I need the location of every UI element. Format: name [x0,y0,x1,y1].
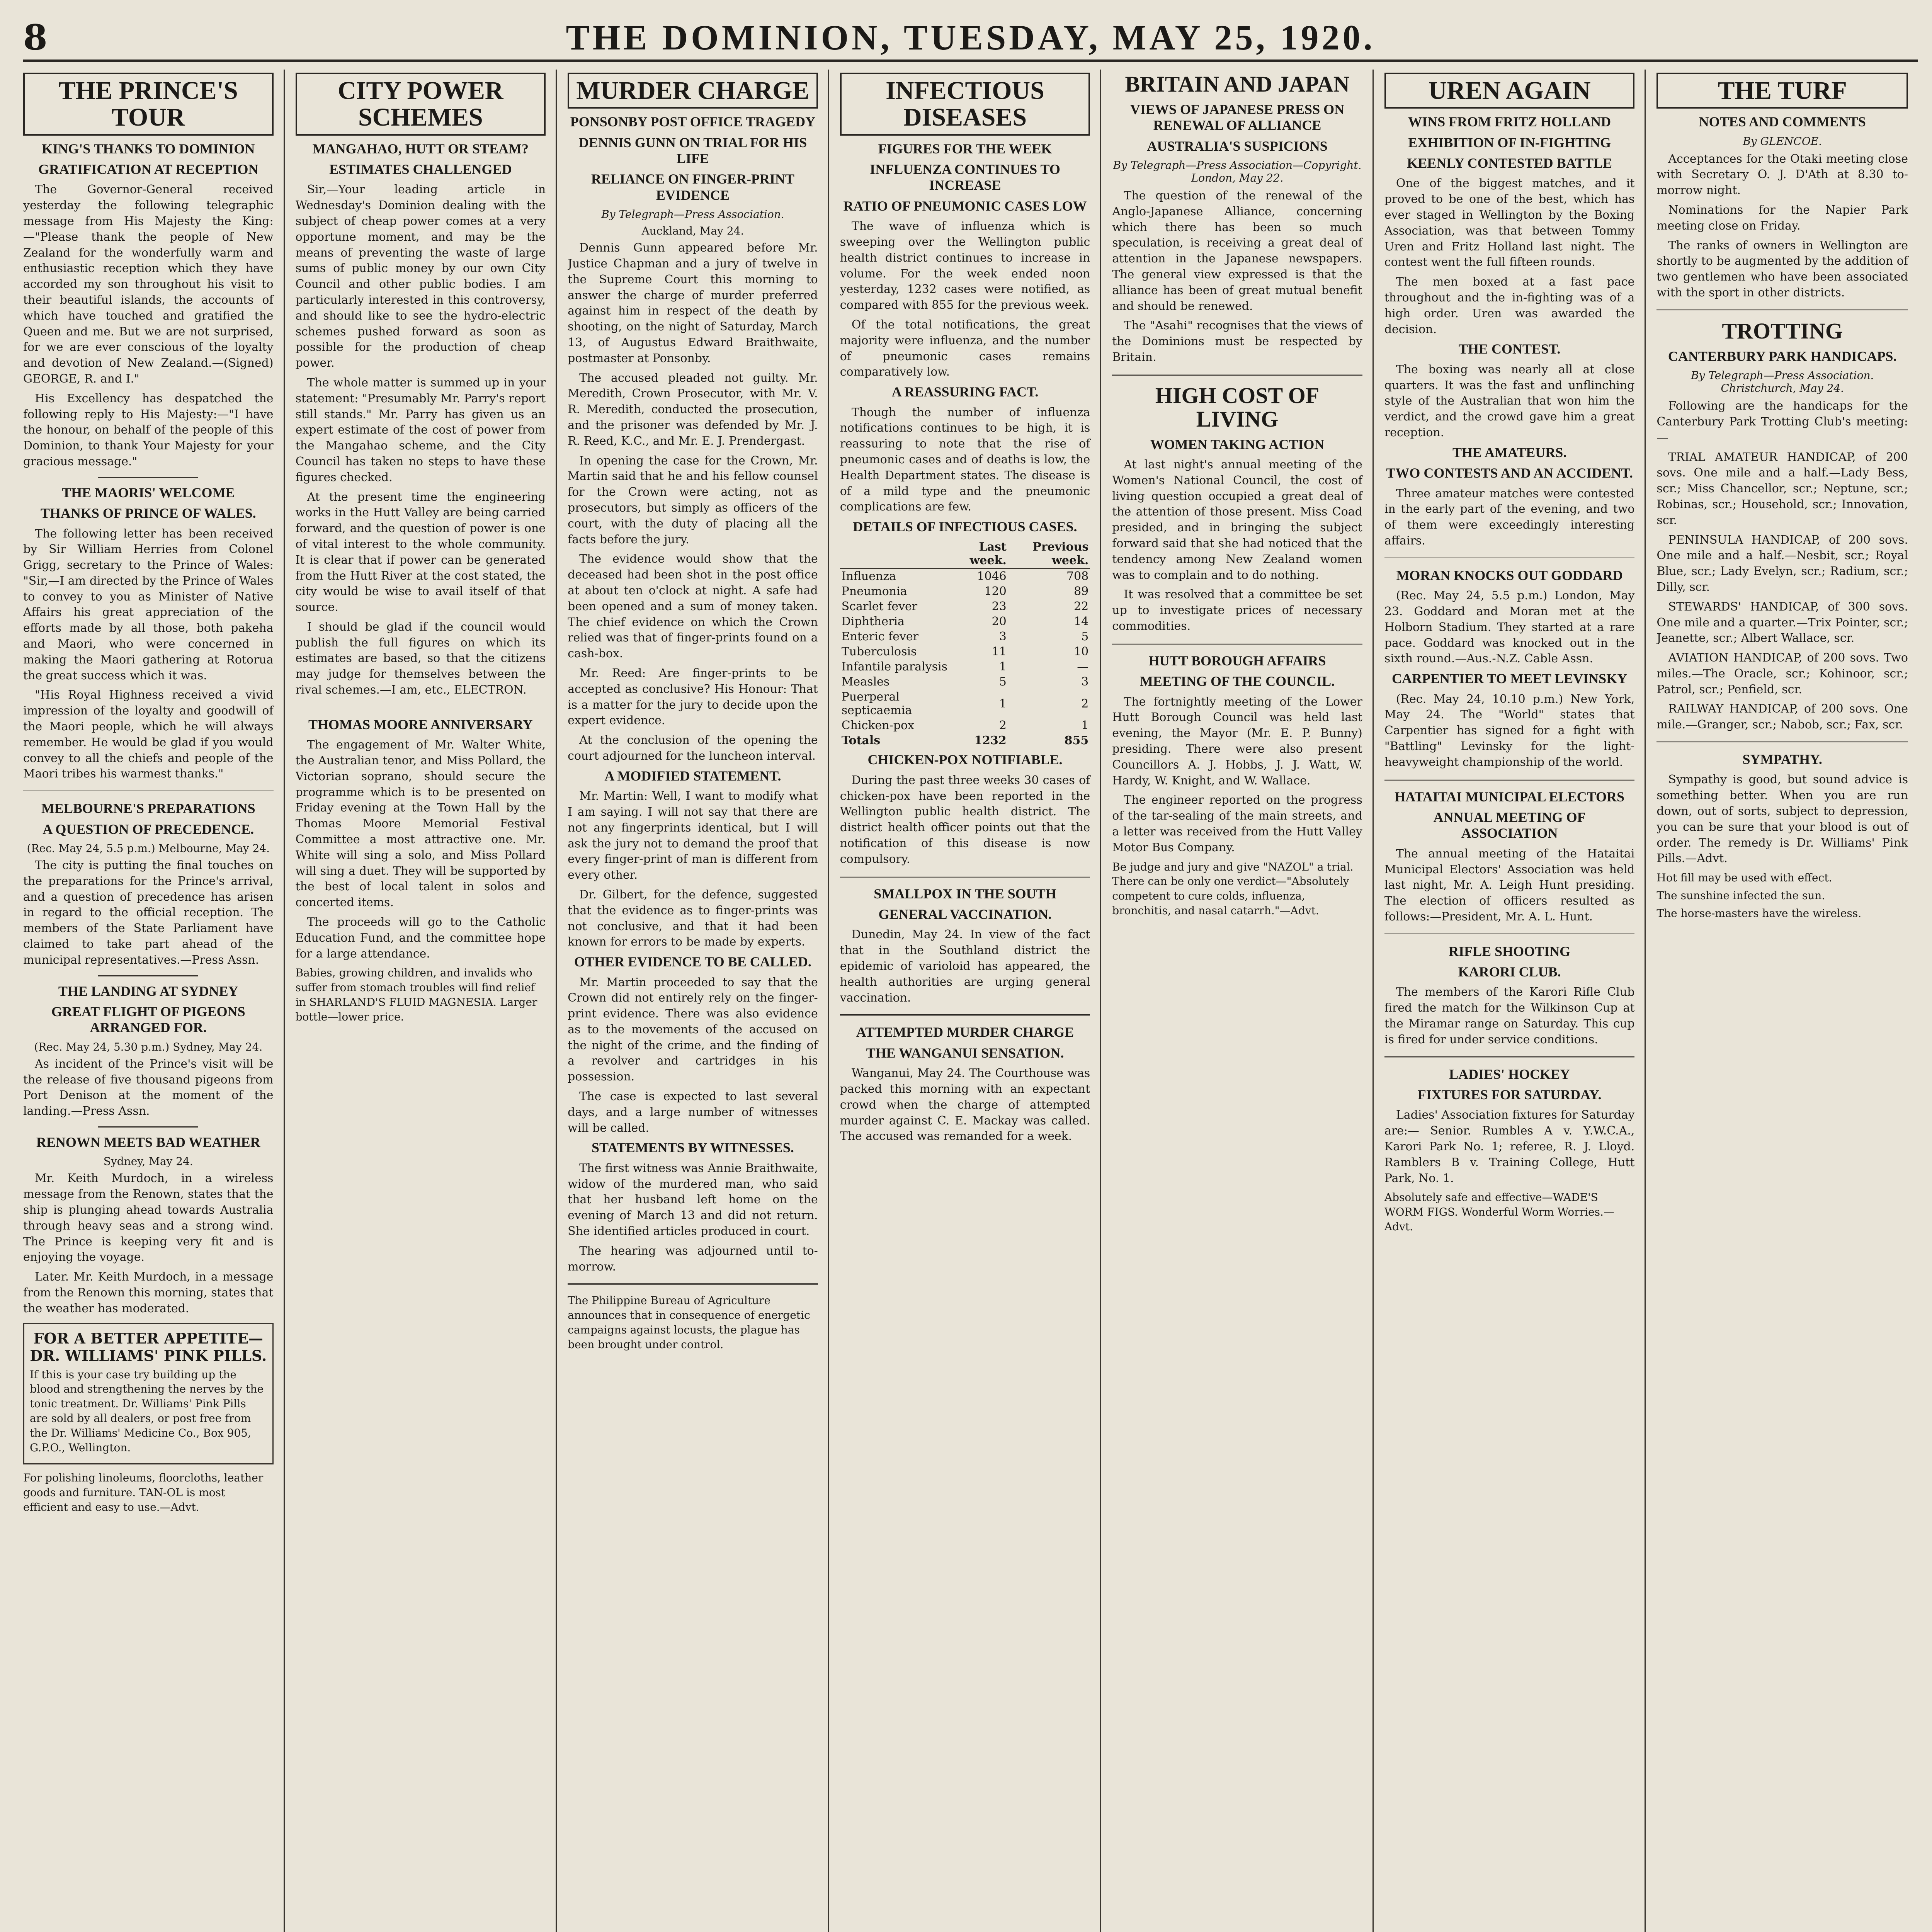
paragraph: The members of the Karori Rifle Club fired the match for the Wilkinson Cup at the Miramar range on Saturday. This cup is fired for under service conditions. [1384,985,1635,1046]
subhead: A REASSURING FACT. [891,384,1039,400]
dateline: (Rec. May 24, 5.30 p.m.) Sydney, May 24. [34,1040,263,1053]
subhead: HATAITAI MUNICIPAL ELECTORS [1395,789,1625,804]
subhead: MANGAHAO, HUTT OR STEAM? [312,141,529,156]
article-body [23,1171,274,1316]
subhead: RELIANCE ON FINGER-PRINT EVIDENCE [591,171,794,203]
subhead: ATTEMPTED MURDER CHARGE [856,1024,1074,1040]
paragraph: Wanganui, May 24. The Courthouse was packed this morning with an expectant crowd when the charge of attempted murder against C. E. Mackay was called. The accused was remanded for a week. [840,1066,1090,1143]
subhead: FIXTURES FOR SATURDAY. [1417,1087,1602,1103]
article-body [23,182,274,469]
page-number: 8 [23,17,48,58]
table-cell: Tuberculosis [841,645,917,659]
subhead: CANTERBURY PARK HANDICAPS. [1668,348,1897,364]
disease-table [840,539,1090,748]
article-body [568,975,818,1136]
paragraph: Sympathy is good, but sound advice is something better. When you are run down, out of sorts, subject to depression, you can be sure that your blood is out of order. The remedy is Dr. Williams' Pink Pills.—Advt. [1656,773,1908,866]
table-cell: 11 [992,645,1007,659]
paragraph: One of the biggest matches, and it proved to be one of the best, which has ever staged in Wellington by the Boxing Association, was that between Tommy Uren and Fritz Holland last night. The contest went the full fifteen rounds. [1384,177,1635,269]
paragraph: (Rec. May 24, 10.10 p.m.) New York, May 24. The "World" states that Carpentier has signed for a fight with "Battling" Levinsky for the light-heavyweight championship of the world. [1384,692,1635,769]
article-body [1112,694,1362,856]
paragraph: The boxing was nearly all at close quarters. It was the fast and unflinching style of the Australian that won him the verdict, and the crowd gave him a great reception. [1384,362,1635,440]
paragraph: Dr. Gilbert, for the defence, suggested that the evidence as to finger-prints was not conclusive, and that it had been known for errors to be made by experts. [568,888,818,949]
table-row [840,599,1090,614]
paragraph: At last night's annual meeting of the Women's National Council, the cost of living question occupied a great deal of the attention of those present. Miss Coad presided, and in bringing the subject forward said that she had noticed that the tendency among New Zealand women was to complain and to do nothing. [1112,458,1362,582]
paragraph: RAILWAY HANDICAP, of 200 sovs. One mile.—Granger, scr.; Nabob, scr.; Fax, scr. [1656,702,1908,732]
headline-uren-again: UREN AGAIN [1384,73,1635,109]
subhead: INFLUENZA CONTINUES TO INCREASE [870,161,1060,193]
subhead: KARORI CLUB. [1458,964,1561,980]
subhead: MORAN KNOCKS OUT GODDARD [1396,567,1623,583]
divider [98,477,198,478]
subhead: CHICKEN-POX NOTIFIABLE. [867,752,1063,768]
byline: By GLENCOE. [1743,134,1822,148]
paragraph: The fortnightly meeting of the Lower Hutt Borough Council was held last evening, the Mayor (Mr. E. P. Bunny) presiding. There were also present Councillors A. J. Hobbs, J. J. Watt, W. Hardy, W. Knight, and W. Wallace. [1112,695,1362,787]
paragraph: The city is putting the final touches on the preparations for the Prince's arrival, and a question of precedence has arisen in regard to the official reception. The members of the State Parliament have claimed to take part ahead of the municipal representatives.—Press Assn. [23,859,274,967]
table-body [840,568,1090,733]
subhead: RIFLE SHOOTING [1449,943,1571,959]
column-5 [1112,70,1374,1932]
subhead: VIEWS OF JAPANESE PRESS ON RENEWAL OF ALLIANCE [1130,101,1345,133]
table-cell: Scarlet fever [841,600,918,614]
paragraph: The hearing was adjourned until to-morrow. [568,1244,818,1274]
article-body [1384,588,1635,667]
subhead: A QUESTION OF PRECEDENCE. [43,821,254,837]
subhead: KING'S THANKS TO DOMINION [42,141,255,156]
subhead: RENOWN MEETS BAD WEATHER [36,1134,260,1150]
article-body [840,219,1090,380]
divider [1384,558,1635,559]
subhead: TWO CONTESTS AND AN ACCIDENT. [1386,465,1633,481]
paragraph: The annual meeting of the Hataitai Municipal Electors' Association was held last night, Mr. A. Leigh Hunt presiding. The election of officers resulted as follows:—President, Mr. A. L. Hunt. [1384,847,1635,923]
paragraph: Nominations for the Napier Park meeting close on Friday. [1656,203,1908,233]
paragraph: At the present time the engineering works in the Hutt Valley are being carried forward, and the question of power is one of vital interest to the whole community. It is clear that if power can be generated from the Hutt River at the cost stated, the city would be wise to avail itself of that source. [295,490,546,614]
paragraph: Dunedin, May 24. In view of the fact that in the Southland district the epidemic of varioloid has appeared, the health authorities are urging general vaccination. [840,928,1090,1005]
article-body [568,1161,818,1275]
divider [568,1283,818,1285]
subhead: MEETING OF THE COUNCIL. [1140,673,1335,689]
paragraph: Of the total notifications, the great majority were influenza, and the number of pneumonic cases remains comparatively low. [840,318,1090,379]
table-cell: 3 [1081,675,1089,689]
column-2 [296,70,557,1932]
table-cell: 855 [1064,734,1089,748]
article-body [840,405,1090,515]
paragraph: The whole matter is summed up in your statement: "Presumably Mr. Parry's report still stands." Mr. Parry has given us an expert estimate of the cost of power from the Mangahao scheme, and the City Council has taken no steps to have these figures checked. [295,376,546,484]
footer-notice: Absolutely safe and effective—WADE'S WORM FIGS. Wonderful Worm Worries.—Advt. [1384,1191,1614,1233]
paragraph: Following are the handicaps for the Canterbury Park Trotting Club's meeting:— [1656,399,1908,444]
headline-cost-of-living: HIGH COST OF LIVING [1155,383,1320,432]
footer-notice: For polishing linoleums, floorcloths, leather goods and furniture. TAN-OL is most efficient and easy to use.—Advt. [23,1471,264,1514]
subhead: THE LANDING AT SYDNEY [58,983,238,999]
article-body [23,526,274,782]
paragraph: Mr. Martin: Well, I want to modify what I am saying. I will not say that there are not any fingerprints identical, but I will ask the jury not to demand the proof that every finger-print of man is different from every other. [568,789,818,882]
divider [296,707,546,708]
table-cell: Enteric fever [841,630,918,644]
headline-britain-japan: BRITAIN AND JAPAN [1125,71,1350,97]
subhead: THOMAS MOORE ANNIVERSARY [308,716,533,732]
divider [1384,779,1635,781]
masthead-title: THE DOMINION, TUESDAY, MAY 25, 1920. [566,18,1376,57]
subhead: A MODIFIED STATEMENT. [604,768,781,784]
article-body [1384,176,1635,337]
table-cell: 120 [984,585,1007,599]
subhead: OTHER EVIDENCE TO BE CALLED. [574,954,811,970]
subhead: THE CONTEST. [1458,341,1561,357]
paragraph: The wave of influenza which is sweeping over the Wellington public health district continues to increase in volume. For the week ended noon yesterday, 1232 cases were notified, as compared with 855 for the previous week. [840,219,1090,312]
article-body [1384,846,1635,925]
table-cell: 14 [1074,615,1089,629]
divider [1112,643,1362,645]
paragraph: Sir,—Your leading article in Wednesday's Dominion dealing with the subject of cheap power comes at a very opportune moment, and may be the means of preventing the waste of large sums of public money by our own City Council and other public bodies. I am particularly interested in this controversy, and should like to see the hydro-electric schemes pushed forward as soon as possible for the production of cheap power. [295,183,546,370]
article-body [296,737,546,962]
table-header: Last week. [951,539,1008,568]
table-cell: 10 [1074,645,1089,659]
article-body [568,789,818,950]
headline-princes-tour: THE PRINCE'S TOUR [23,73,274,136]
table-cell: Totals [841,734,881,748]
subhead: ESTIMATES CHALLENGED [329,161,512,177]
table-row [840,659,1090,674]
table-cell: 5 [1081,630,1089,644]
table-cell: Pneumonia [841,585,907,599]
divider [840,1014,1090,1016]
masthead [23,15,1918,62]
paragraph: Mr. Keith Murdoch, in a wireless message from the Renown, states that the ship is plunging ahead towards Australia through heavy seas and a strong wind. The Prince is keeping very fit and is enjoying the voyage. [23,1172,274,1264]
table-cell: 708 [1066,570,1089,583]
headline-infectious-diseases: INFECTIOUS DISEASES [840,73,1090,136]
divider [1384,934,1635,935]
column-7 [1656,70,1918,1932]
footer-notice: Babies, growing children, and invalids who suffer from stomach troubles will find relief in SHARLAND'S FLUID MAGNESIA. Larger bottle—lower price. [295,966,537,1023]
table-cell: — [1077,660,1089,674]
subhead: EXHIBITION OF IN-FIGHTING [1408,134,1611,150]
paragraph: The evidence would show that the deceased had been shot in the post office at about ten o'clock at night. A safe had been opened and a sum of money taken. The chief evidence on which the Crown relied was that of finger-prints found on a cash-box. [568,552,818,661]
paragraph: AVIATION HANDICAP, of 200 sovs. Two miles.—The Oracle, scr.; Kohinoor, scr.; Patrol, scr.; Penfield, scr. [1656,651,1908,696]
paragraph: The engagement of Mr. Walter White, the Australian tenor, and Miss Pollard, the Victorian soprano, should secure the programme which is to be presented on Friday evening at the Town Hall by the Thomas Moore Memorial Festival Committee a most attractive one. Mr. White will sing a solo, and Miss Pollard will sing a duet. They will be supported by the best of local talent in solos and concerted items. [295,738,546,910]
article-body [1384,985,1635,1048]
paragraph: STEWARDS' HANDICAP, of 300 sovs. One mile and a quarter.—Trix Pointer, scr.; Jeanette, scr.; Albert Wallace, scr. [1656,600,1908,645]
paragraph: The accused pleaded not guilty. Mr. Meredith, Crown Prosecutor, with Mr. V. R. Meredith, conducted the prosecution, and the prisoner was defended by Mr. J. R. Reed, K.C., and Mr. E. J. Prendergast. [568,371,818,448]
note: Hot fill may be used with effect. [1656,871,1832,884]
article-body [1384,692,1635,770]
paragraph: The Governor-General received yesterday the following telegraphic message from His Majesty the King:—"Please thank the people of New Zealand for the wonderfully warm and enthusiastic reception which they have accorded my son throughout his visit to their beautiful islands, the accounts of which have touched and gratified the Queen and me. But we are not surprised, for we are ever conscious of the loyalty and devotion of New Zealand.—(Signed) GEORGE, R. and I." [23,183,274,386]
headline-city-power: CITY POWER SCHEMES [296,73,546,136]
subhead: DETAILS OF INFECTIOUS CASES. [853,519,1077,535]
subhead: ANNUAL MEETING OF ASSOCIATION [1433,809,1586,841]
subhead: THE WANGANUI SENSATION. [866,1045,1064,1061]
table-row [840,584,1090,599]
paragraph: The following letter has been received by Sir William Herries from Colonel Grigg, secretary to the Prince of Wales: "Sir,—I am directed by the Prince of Wales to convey to you as Minister of Native Affairs his great appreciation of the efforts made by all those, both pakeha and Maori, who were concerned in making the Maori gathering at Rotorua the great success which it was. [23,527,274,682]
paragraph: At the conclusion of the opening the court adjourned for the luncheon interval. [568,733,818,763]
ad-text: If this is your case try building up the blood and strengthening the nerves by the tonic treatment. Dr. Williams' Pink Pills are sold by all dealers, or post free from the Dr. Williams' Medicine Co., Box 905, G.P.O., Wellington. [30,1368,264,1454]
table-row [840,629,1090,644]
subhead: STATEMENTS BY WITNESSES. [591,1140,794,1156]
divider [840,876,1090,878]
column-1 [23,70,285,1932]
dateline: Sydney, May 24. [103,1155,193,1168]
article-body [1656,151,1908,301]
table-cell: 3 [999,630,1007,644]
paragraph: (Rec. May 24, 5.5 p.m.) London, May 23. Goddard and Moran met at the Holborn Stadium. They started at a rare pace. Goddard was knocked out in the sixth round.—Aus.-N.Z. Cable Assn. [1384,589,1635,666]
table-cell: 1232 [974,734,1007,748]
subhead: MELBOURNE'S PREPARATIONS [41,801,255,816]
subhead: KEENLY CONTESTED BATTLE [1407,155,1612,171]
divider [1112,374,1362,376]
dateline: Auckland, May 24. [641,224,744,238]
paragraph: Three amateur matches were contested in the early part of the evening, and two of them were exceedingly interesting affairs. [1384,486,1635,548]
article-body [840,927,1090,1006]
headline-the-turf: THE TURF [1656,73,1908,109]
footer-notice: Be judge and jury and give "NAZOL" a trial. There can be only one verdict—"Absolutely competent to cure colds, influenza, bronchitis, and nasal catarrh."—Advt. [1112,860,1354,917]
subhead: THANKS OF PRINCE OF WALES. [40,505,256,521]
subhead: RATIO OF PNEUMONIC CASES LOW [843,198,1087,214]
table-cell: 5 [999,675,1007,689]
note: The horse-masters have the wireless. [1656,906,1862,920]
table-row [840,614,1090,629]
dateline: (Rec. May 24, 5.5 p.m.) Melbourne, May 24. [27,842,270,855]
article-body [296,182,546,698]
paragraph: Mr. Martin proceeded to say that the Crown did not entirely rely on the finger-print evidence. There was also evidence as to the movements of the accused on the night of the crime, and the finding of a revolver and cartridges in his possession. [568,975,818,1084]
subhead: SYMPATHY. [1742,752,1822,767]
table-cell: Influenza [841,570,896,583]
article-body [1384,362,1635,441]
subhead: SMALLPOX IN THE SOUTH [874,886,1056,901]
subhead: DENNIS GUNN ON TRIAL FOR HIS LIFE [578,134,807,167]
paragraph: As incident of the Prince's visit will be the release of five thousand pigeons from Port Denison at the moment of the landing.—Press Assn. [23,1057,274,1118]
headline-trotting: TROTTING [1722,318,1843,344]
paragraph: The ranks of owners in Wellington are shortly to be augmented by the addition of two gentlemen who have been associated with the sport in other districts. [1656,238,1908,300]
table-cell: 89 [1074,585,1089,599]
divider [98,975,198,976]
table-cell: Infantile paralysis [841,660,947,674]
paragraph: The "Asahi" recognises that the views of the Dominions must be respected by Britain. [1112,319,1362,364]
divider [1384,1056,1635,1058]
table-cell: Puerperal septicaemia [841,690,912,718]
paragraph: In opening the case for the Crown, Mr. Martin said that he and his fellow counsel for the Crown were acting, not as prosecutors, but simply as officers of the court, with the duty of placing all the facts before the jury. [568,454,818,546]
table-cell: 1 [999,697,1007,711]
byline: By Telegraph—Press Association—Copyright. London, May 22. [1113,159,1362,185]
paragraph: The question of the renewal of the Anglo-Japanese Alliance, concerning which there has been so much speculation, is receiving a great deal of attention in the Japanese newspapers. The general view expressed is that the alliance has been of great mutual benefit and should be renewed. [1112,189,1362,313]
subhead: WOMEN TAKING ACTION [1150,436,1325,452]
paragraph: The men boxed at a fast pace throughout and the in-fighting was of a high order. Uren was awarded the decision. [1384,275,1635,336]
paragraph: The engineer reported on the progress of the tar-sealing of the main streets, and a letter was received from the Hutt Valley Motor Bus Company. [1112,793,1362,854]
table-total-row [840,733,1090,748]
paragraph: Ladies' Association fixtures for Saturday are:— Senior. Rumbles A v. Y.W.C.A., Karori Park No. 1; referee, R. J. Lloyd. Ramblers B v. Training College, Hutt Park, No. 1. [1384,1108,1635,1185]
paragraph: The first witness was Annie Braithwaite, widow of the murdered man, who said that her husband left home on the evening of March 13 and did not return. She identified articles produced in court. [568,1161,818,1238]
headline-murder-charge: MURDER CHARGE [568,73,818,109]
article-body [1656,398,1908,733]
subhead: CARPENTIER TO MEET LEVINSKY [1392,671,1628,687]
article-body [840,1066,1090,1145]
table-cell: 2 [999,719,1007,733]
paragraph: Later. Mr. Keith Murdoch, in a message from the Renown this morning, states that the weather has moderated. [23,1270,274,1315]
advertisement [23,1323,274,1465]
table-header [840,539,951,568]
article-body [568,240,818,764]
byline: By Telegraph—Press Association. [601,208,784,221]
paragraph: Mr. Reed: Are finger-prints to be accepted as conclusive? His Honour: That is a matter for the jury to decide upon the expert evidence. [568,666,818,728]
column-6 [1384,70,1646,1932]
table-row [840,718,1090,733]
subhead: NOTES AND COMMENTS [1699,114,1866,130]
article-body [1656,772,1908,867]
subhead: GENERAL VACCINATION. [878,906,1052,922]
table-cell: 22 [1074,600,1089,614]
article-body [23,1056,274,1119]
paragraph: During the past three weeks 30 cases of chicken-pox have been reported in the Wellington public health district. The district health officer points out that the notification of this disease is now compulsory. [840,773,1090,866]
paragraph: Dennis Gunn appeared before Mr. Justice Chapman and a jury of twelve in the Supreme Court this morning to answer the charge of murder preferred against him in respect of the death by shooting, on the night of Saturday, March 13, of Augustus Edward Braithwaite, postmaster at Ponsonby. [568,241,818,365]
table-cell: Chicken-pox [841,719,914,733]
subhead: THE MAORIS' WELCOME [62,485,235,500]
table-row [840,568,1090,584]
column-3 [568,70,829,1932]
subhead: GRATIFICATION AT RECEPTION [38,161,259,177]
table-cell: 1 [999,660,1007,674]
subhead: THE AMATEURS. [1452,444,1567,460]
column-grid [23,70,1918,1932]
paragraph: Though the number of influenza notifications continues to be high, it is reassuring to note that the rise of pneumonic cases and of deaths is low, the Health Department states. The disease is of a mild type and the pneumonic complications are few. [840,405,1090,514]
paragraph: "His Royal Highness received a vivid impression of the loyalty and goodwill of the Maori people, which he will always remember. He would be glad if you would convey to all the chiefs and people of the Maori tribes his warmest thanks." [23,688,274,781]
subhead: FIGURES FOR THE WEEK [878,141,1052,156]
article-body [23,858,274,968]
table-row [840,644,1090,659]
table-cell: Diphtheria [841,615,905,629]
subhead: PONSONBY POST OFFICE TRAGEDY [570,114,816,130]
subhead: AUSTRALIA'S SUSPICIONS [1147,138,1328,154]
column-4 [840,70,1102,1932]
subhead: HUTT BOROUGH AFFAIRS [1148,653,1326,668]
table-header: Previous week. [1008,539,1090,568]
footer-notice: The Philippine Bureau of Agriculture announces that in consequence of energetic campaigns against locusts, the plague has been brought under control. [568,1294,810,1351]
byline: By Telegraph—Press Association. Christchurch, May 24. [1690,369,1874,395]
paragraph: The proceeds will go to the Catholic Education Fund, and the committee hope for a large attendance. [295,915,546,961]
paragraph: TRIAL AMATEUR HANDICAP, of 200 sovs. One mile and a half.—Lady Bess, scr.; Miss Chancellor, scr.; Neptune, scr.; Robinas, scr.; Household, scr.; Innovation, scr. [1656,450,1908,527]
table-cell: 1046 [977,570,1007,583]
article-body [1112,188,1362,366]
article-body [1384,486,1635,549]
article-body [1112,457,1362,634]
paragraph: His Excellency has despatched the following reply to His Majesty:—"I have the honour, on behalf of the people of this Dominion, to thank Your Majesty for your gracious message." [23,391,274,468]
table-cell: 1 [1081,719,1089,733]
paragraph: It was resolved that a committee be set up to investigate prices of necessary commodities. [1112,588,1362,633]
divider [1656,742,1908,743]
table-cell: Measles [841,675,890,689]
divider [23,791,274,792]
table-row [840,689,1090,718]
table-cell: 23 [992,600,1007,614]
subhead: LADIES' HOCKEY [1449,1066,1570,1082]
subhead: GREAT FLIGHT OF PIGEONS ARRANGED FOR. [51,1004,245,1036]
paragraph: PENINSULA HANDICAP, of 200 sovs. One mile and a half.—Nesbit, scr.; Royal Blue, scr.; Lady Evelyn, scr.; Radium, scr.; Dilly, scr. [1656,533,1908,594]
subhead: WINS FROM FRITZ HOLLAND [1408,114,1611,130]
note: The sunshine infected the sun. [1656,889,1825,902]
ad-title: FOR A BETTER APPETITE—DR. WILLIAMS' PINK PILLS. [30,1329,267,1364]
table-header-row [840,539,1090,568]
table-cell: 2 [1081,697,1089,711]
paragraph: Acceptances for the Otaki meeting close with Secretary O. J. D'Ath at 8.30 to-morrow night. [1656,152,1908,197]
paragraph: The case is expected to last several days, and a large number of witnesses will be called. [568,1090,818,1135]
article-body [840,773,1090,867]
divider [1656,310,1908,311]
article-body [1384,1107,1635,1186]
table-cell: 20 [992,615,1007,629]
divider [98,1126,198,1128]
paragraph: I should be glad if the council would publish the full figures on which its estimates are based, so that the citizens may judge for themselves between the rival schemes.—I am, etc., ELECTRON. [295,620,546,697]
table-row [840,674,1090,689]
